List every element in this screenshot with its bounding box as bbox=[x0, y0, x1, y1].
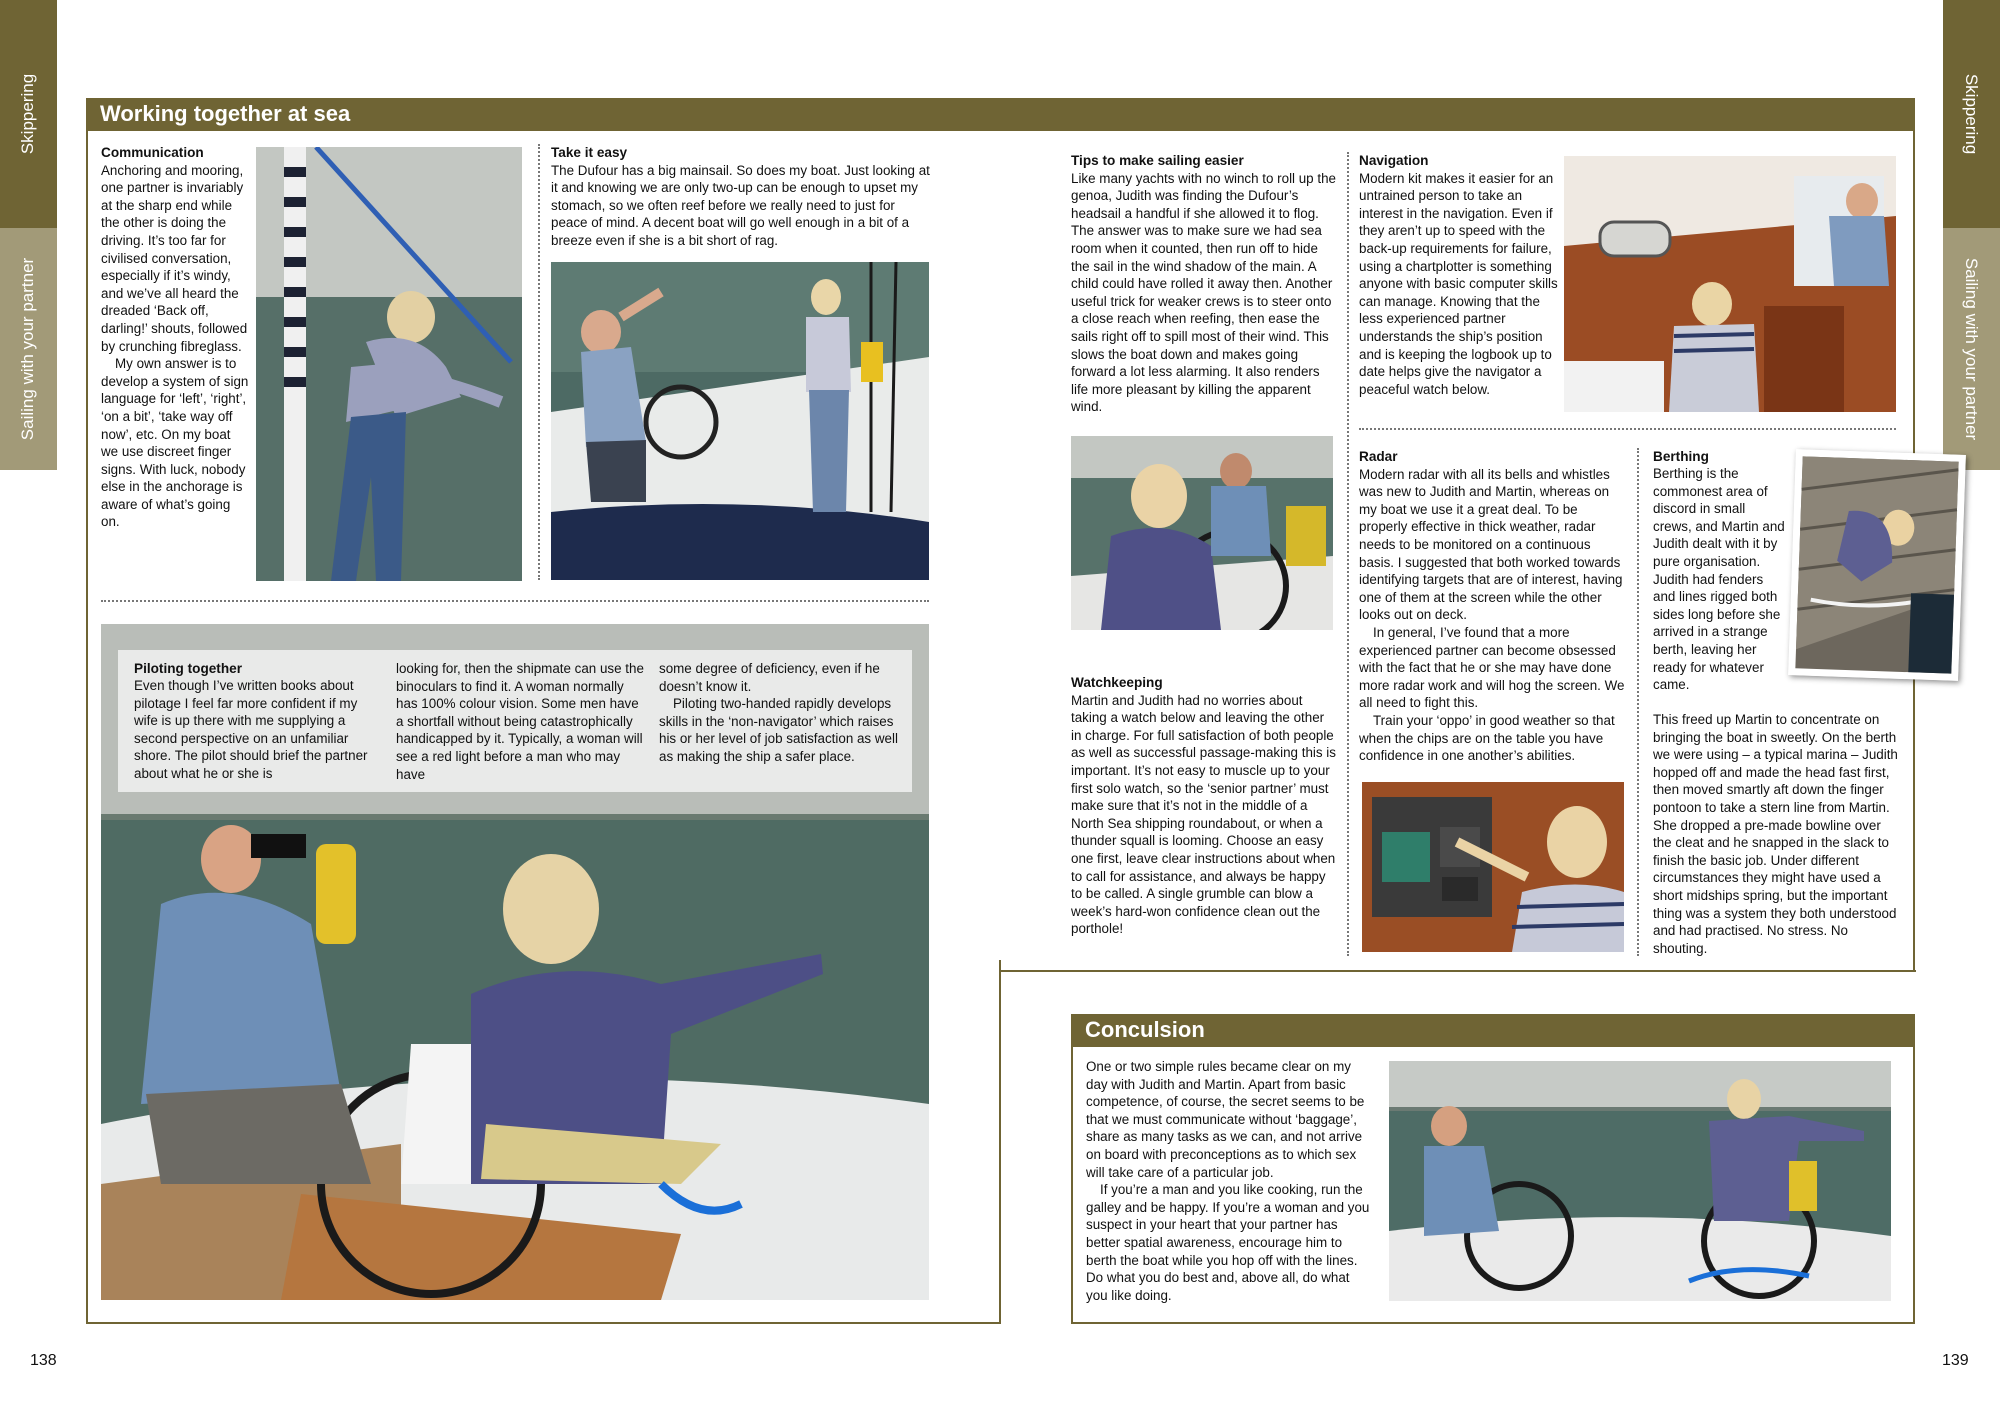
section-banner: Working together at sea bbox=[86, 98, 1915, 131]
piloting-column-3-p1: some degree of deficiency, even if he doesn’t know it. bbox=[659, 661, 880, 694]
watchkeeping-article bbox=[1071, 674, 1337, 938]
page-number-left: 138 bbox=[30, 1352, 57, 1369]
tips-paragraph: Like many yachts with no winch to roll up the genoa, Judith was finding the Dufour’s headsail a handful if she allowed it to flog. The answer was to make sure we had sea room when it counted, then run off to hide the sail in the wind shadow of the main. A child could have rolled it away then. Another useful trick for weaker crews is to steer onto a close reach when reefing, then ease the sails right off to spill most of their wind. This slows the boat down and makes going forward a lot less alarming. It also renders life more pleasant by killing the apparent wind. bbox=[1071, 170, 1336, 415]
radar-paragraph-2: In general, I’ve found that a more experienced partner can become obsessed with the fact that he or she may have done more radar work and will hog the screen. We all need to fight this. bbox=[1359, 624, 1625, 711]
take-it-easy-paragraph: The Dufour has a big mainsail. So does my boat. Just looking at it and knowing we are only two-up can be enough to upset my stomach, so we often reef before we really need to just for peace of mind. A decent boat will go well enough in a bit of a breeze even if she is a bit short of rag. bbox=[551, 162, 930, 248]
radar-article bbox=[1359, 448, 1627, 765]
side-tab-sub-left-label: Sailing with your partner bbox=[18, 257, 38, 441]
row-divider bbox=[101, 600, 929, 602]
photo-couple-checking-sail bbox=[551, 262, 929, 580]
conclusion-paragraph-2: If you’re a man and you like cooking, run the galley and be happy. If you’re a woman and you suspect in your heart that your partner has better spatial awareness, encourage him to berth the boat while you hop off with the lines. Do what you do best and, above all, do what you like doing. bbox=[1086, 1182, 1370, 1303]
piloting-column-3 bbox=[659, 660, 909, 766]
row-divider bbox=[1359, 428, 1896, 430]
take-it-easy-heading: Take it easy bbox=[551, 145, 628, 160]
piloting-heading: Piloting together bbox=[134, 661, 242, 676]
side-tab-section-right-label: Skippering bbox=[1962, 73, 1982, 155]
conclusion-paragraph-1: One or two simple rules became clear on my day with Judith and Martin. Apart from basic competence, of course, the secret seems to be that we must communicate without ‘baggage’, share as many tasks as we can, and not arrive on board with preconceptions as to which sex will take care of a particular job. bbox=[1086, 1059, 1365, 1180]
piloting-column-2: looking for, then the shipmate can use the binoculars to find it. A woman normally has 100% colour vision. Some men have a shortfall without being catastrophically handicapped by it. Typically, a woman will see a red light before a man who may have bbox=[396, 661, 644, 782]
navigation-paragraph: Modern kit makes it easier for an untrained person to take an interest in the navigation. Even if they aren’t up to speed with the back-up requirements for failure, using a chartplotter is something anyone with basic computer skills can manage. Knowing that the less experienced partner understands the ship’s position and is keeping the logbook up to date helps give the navigator a peaceful watch below. bbox=[1359, 170, 1558, 397]
side-tab-section-right bbox=[1943, 0, 2000, 228]
photo-woman-at-helm bbox=[1071, 436, 1333, 630]
frame-step bbox=[1000, 970, 1916, 972]
piloting-column-1: Even though I’ve written books about pilotage I feel far more confident if my wife is up there with me supplying a second perspective on an unfamiliar shore. The pilot should brief the partner about what he or she is bbox=[134, 678, 368, 781]
navigation-heading: Navigation bbox=[1359, 153, 1429, 168]
radar-paragraph-1: Modern radar with all its bells and whistles was new to Judith and Martin, whereas on my boat we use it a great deal. To be properly effective in thick weather, radar needs to be monitored on a continuous basis. I suggested that both worked towards identifying targets that are of interest, having one of them at the screen while the other looks out on deck. bbox=[1359, 466, 1623, 623]
photo-woman-at-bow bbox=[256, 147, 522, 581]
navigation-article bbox=[1359, 152, 1559, 398]
column-divider bbox=[1347, 152, 1349, 956]
communication-article bbox=[101, 144, 249, 531]
column-divider bbox=[1637, 448, 1639, 956]
radar-heading: Radar bbox=[1359, 449, 1398, 464]
tips-heading: Tips to make sailing easier bbox=[1071, 153, 1244, 168]
column-divider bbox=[538, 144, 540, 580]
photo-cabin-navigation bbox=[1564, 156, 1896, 412]
side-tab-section-left bbox=[0, 0, 57, 228]
photo-couple-at-wheels bbox=[1389, 1061, 1891, 1301]
berthing-paragraph-1: Berthing is the commonest area of discord in small crews, and Martin and Judith dealt with it by pure organisation. Judith had fenders and lines rigged both sides long before she arrived in a strange berth, leaving her ready for whatever came. bbox=[1653, 466, 1785, 693]
conclusion-banner: Conculsion bbox=[1071, 1014, 1915, 1047]
photo-pontoon-berthing bbox=[1788, 449, 1966, 681]
side-tab-sub-left bbox=[0, 228, 57, 470]
radar-paragraph-3: Train your ‘oppo’ in good weather so that when the chips are on the table you have confidence in one another’s abilities. bbox=[1359, 712, 1615, 764]
take-it-easy-article bbox=[551, 144, 933, 250]
tips-article bbox=[1071, 152, 1337, 416]
communication-heading: Communication bbox=[101, 145, 204, 160]
communication-paragraph-1: Anchoring and mooring, one partner is invariably at the sharp end while the other is doing the driving. It’s too far for civilised conversation, especially if it’s windy, and we’ve all heard the dreaded ‘Back off, darling!’ shouts, followed by crunching fibreglass. bbox=[101, 162, 248, 354]
watchkeeping-heading: Watchkeeping bbox=[1071, 675, 1163, 690]
conclusion-article bbox=[1086, 1058, 1374, 1304]
side-tab-sub-right bbox=[1943, 228, 2000, 470]
watchkeeping-paragraph: Martin and Judith had no worries about taking a watch below and leaving the other in charge. For full satisfaction of both people as well as successful passage-making this is important. It’s not easy to muscle up to your first solo watch, so the ‘senior partner’ must make sure that it’s not in the middle of a North Sea shipping roundabout, or when a thunder squall is looming. Choose an easy one first, leave clear instructions about when to call for assistance, and always be happy to be called. A single grumble can blow a week’s hard-won confidence clean out the porthole! bbox=[1071, 692, 1336, 937]
side-tab-sub-right-label: Sailing with your partner bbox=[1962, 257, 1982, 441]
piloting-column-3-p2: Piloting two-handed rapidly develops skills in the ‘non-navigator’ which raises his or her level of job satisfaction as well as making the ship a safer place. bbox=[659, 696, 898, 764]
communication-paragraph-2: My own answer is to develop a system of sign language for ‘left’, ‘right’, ‘on a bit’, ‘take way off now’, etc. On my boat we use discreet finger signs. With luck, nobody else in the anchorage is aware of what’s going on. bbox=[101, 356, 249, 530]
page-number-right: 139 bbox=[1942, 1352, 1969, 1369]
berthing-paragraph-2: This freed up Martin to concentrate on bringing the boat in sweetly. On the berth we were using – a typical marina – Judith hopped off and made the head fast first, then moved smartly aft down the finger pontoon to take a stern line from Martin. She dropped a pre-made bowline over the cleat and he snapped in the slack to finish the basic job. Under different circumstances they might have used a short midships spring, but the important thing was a system they both understood and had practised. No stress. No shouting. bbox=[1653, 712, 1898, 956]
photo-radar-chartplotter bbox=[1362, 782, 1624, 952]
berthing-heading: Berthing bbox=[1653, 449, 1709, 464]
side-tab-section-left-label: Skippering bbox=[18, 73, 38, 155]
